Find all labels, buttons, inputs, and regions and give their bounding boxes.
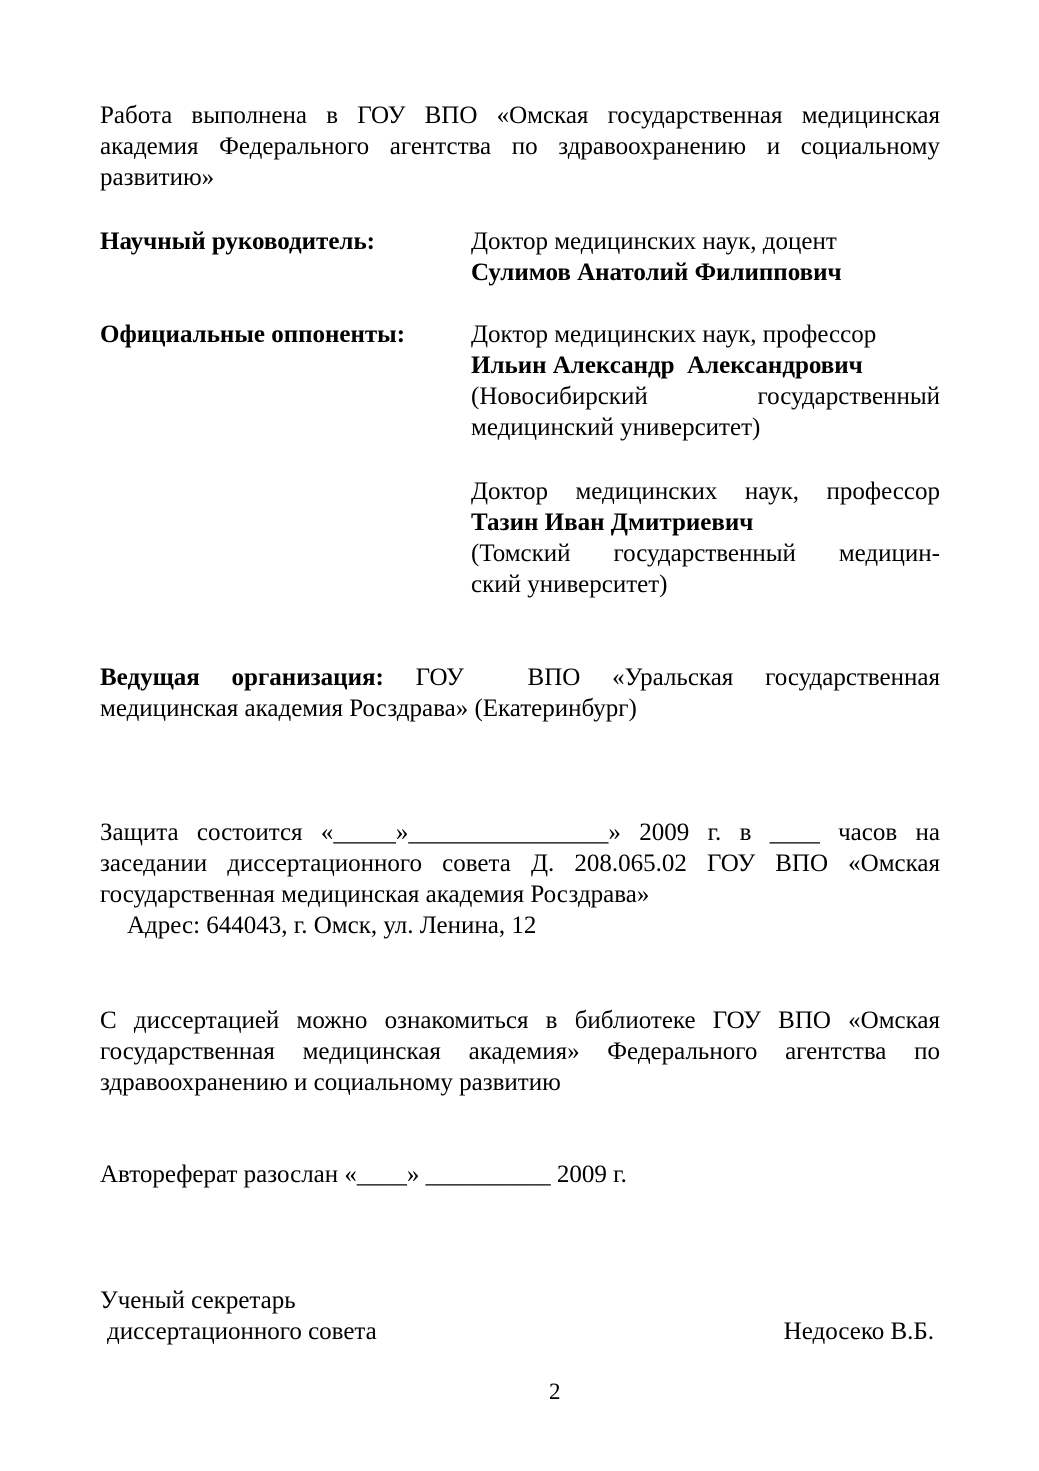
- opponent-2-degree: Доктор медицинских наук, профессор: [471, 478, 940, 505]
- page-number: 2: [549, 1379, 561, 1404]
- supervisor-name: Сулимов Анатолий Филиппович: [471, 259, 842, 286]
- opponent-1-name: Ильин Александр Александрович: [471, 352, 863, 379]
- opponent-2-details: [471, 476, 940, 600]
- library-line-3: здравоохранению и социальному развитию: [100, 1069, 561, 1096]
- leading-organization: [100, 662, 940, 724]
- leading-org-line-1: [100, 662, 940, 693]
- leading-org-label: Ведущая организация:: [100, 664, 384, 691]
- intro-paragraph: [100, 100, 940, 193]
- library-line-2: государственная медицинская академия» Федерального агентства по: [100, 1038, 940, 1065]
- intro-line-1: Работа выполнена в ГОУ ВПО «Омская государственная медицинская: [100, 102, 940, 129]
- opponent-2-affiliation-line-2: ский университет): [471, 571, 668, 598]
- opponent-2-affiliation-line-1: (Томский государственный медицин-: [471, 540, 940, 567]
- supervisor-details: [471, 226, 940, 288]
- leading-org-line-2: медицинская академия Росздрава» (Екатеринбург): [100, 695, 637, 722]
- intro-line-2: академия Федерального агентства по здравоохранению и социальному: [100, 133, 940, 160]
- defense-line-1: Защита состоится «_____»________________» 2009 г. в ____ часов на: [100, 819, 940, 846]
- opponent-1-affiliation-line-1: (Новосибирский государственный: [471, 383, 940, 410]
- defense-line-2: заседании диссертационного совета Д. 208.065.02 ГОУ ВПО «Омская: [100, 850, 940, 877]
- opponents-label: Официальные оппоненты:: [100, 321, 406, 348]
- opponent-2-name: Тазин Иван Дмитриевич: [471, 509, 754, 536]
- secretary-name: Недосеко В.Б.: [783, 1318, 934, 1345]
- intro-line-3: развитию»: [100, 164, 215, 191]
- secretary-title-line-1: Ученый секретарь: [100, 1287, 296, 1314]
- supervisor-degree: Доктор медицинских наук, доцент: [471, 228, 837, 255]
- secretary-title-line-2: диссертационного совета: [107, 1318, 377, 1345]
- library-line-1: С диссертацией можно ознакомиться в библиотеке ГОУ ВПО «Омская: [100, 1007, 940, 1034]
- opponent-1-affiliation-line-2: медицинский университет): [471, 414, 761, 441]
- library-paragraph: [100, 1005, 940, 1098]
- defense-line-3: государственная медицинская академия Росздрава»: [100, 881, 650, 908]
- leading-org-name: ГОУ ВПО «Уральская государственная: [415, 664, 941, 691]
- defense-address: Адрес: 644043, г. Омск, ул. Ленина, 12: [127, 912, 537, 939]
- supervisor-label: Научный руководитель:: [100, 228, 375, 255]
- defense-paragraph: [100, 817, 940, 941]
- opponent-1-details: [471, 319, 940, 443]
- opponent-1-degree: Доктор медицинских наук, профессор: [471, 321, 877, 348]
- abstract-sent-line: Автореферат разослан «____» __________ 2009 г.: [100, 1161, 627, 1188]
